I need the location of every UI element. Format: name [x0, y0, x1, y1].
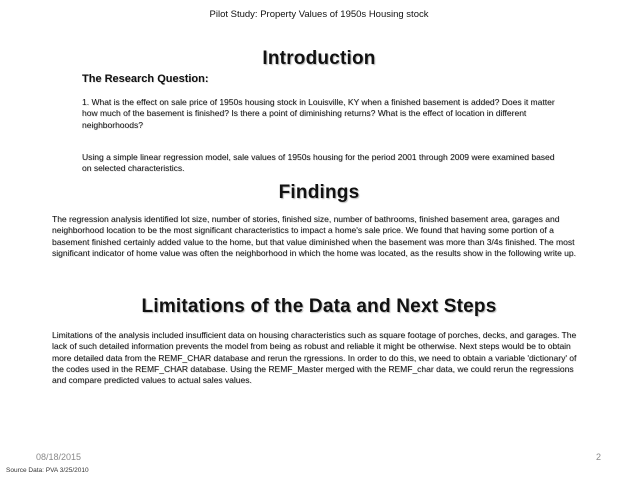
limitations-text: Limitations of the analysis included insufficient data on housing characteristics such as square footage of porches, decks, and garages. The lack of such detailed information prevents the model from being as robust and reliable it might be otherwise. Next steps would be to obtain more detailed data from the REMF_CHAR database and rerun the rgressions. In order to do this, we need to obtain a variable 'dictionary' of the codes used in the REMF_CHAR database. Using the REMF_Master merged with the REMF_char data, we could rerun the regressions and compare predicted values to actual sales values.	[52, 330, 577, 386]
method-text: Using a simple linear regression model, sale values of 1950s housing for the period 2001 through 2009 were examined based on selected characteristics.	[82, 152, 555, 174]
footer-date: 08/18/2015	[36, 452, 82, 462]
slide-number: 2	[596, 452, 602, 462]
source-note: Source Data: PVA 3/25/2010	[6, 467, 89, 474]
findings-heading: Findings	[278, 182, 360, 203]
research-question-label: The Research Question:	[82, 73, 209, 85]
findings-text: The regression analysis identified lot size, number of stories, finished size, number of bathrooms, finished basement area, garages and neighborhood location to be the most significant characteristics to impact a home's sale price. We found that having some portion of a basement finished certainly added value to the home, but that value diminished when the basement was more than 3/4s finished. The most significant indicator of home value was often the neighborhood in which the home was located, as the results show in the following write up.	[52, 214, 576, 258]
slide-header-title: Pilot Study: Property Values of 1950s Housing stock	[209, 9, 429, 20]
limitations-heading: Limitations of the Data and Next Steps	[141, 296, 497, 317]
research-question-text: 1. What is the effect on sale price of 1950s housing stock in Louisville, KY when a finished basement is added? Does it matter how much of the basement is finished? Is there a point of diminishing returns? What is the effect of location in different neighborhoods?	[82, 97, 555, 130]
introduction-heading: Introduction	[262, 48, 376, 69]
